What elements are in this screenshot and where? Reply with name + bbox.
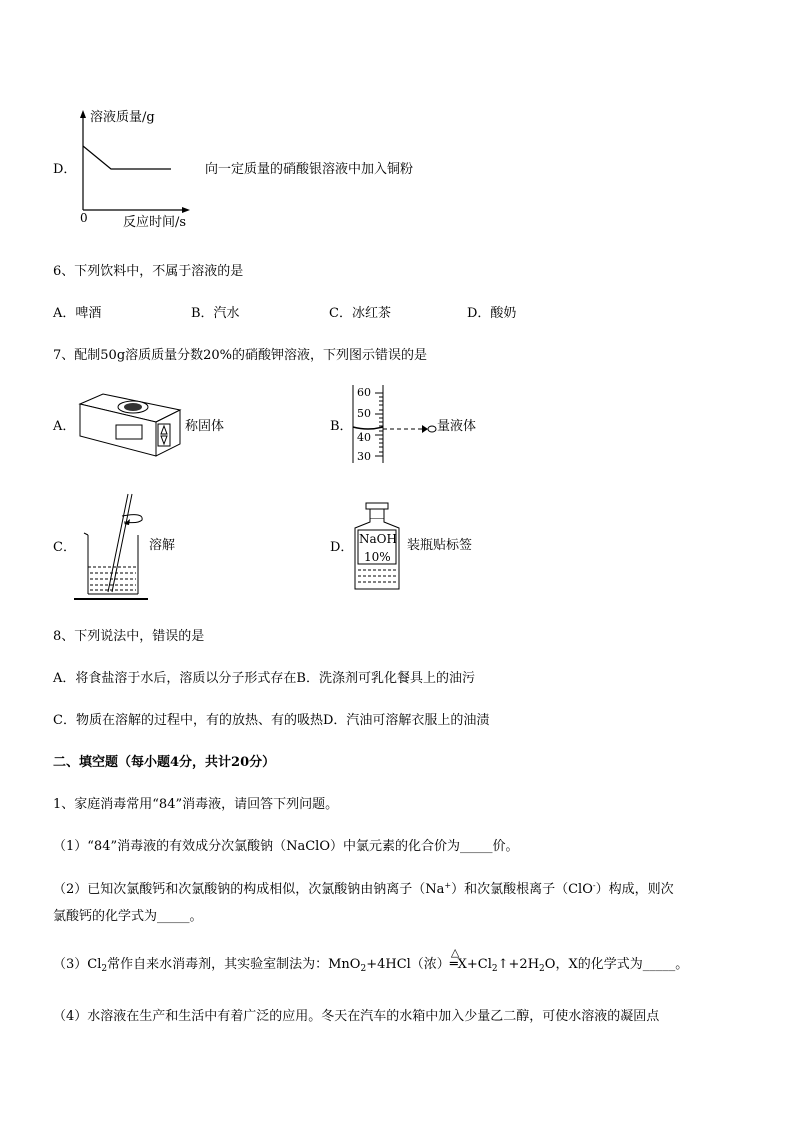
fill-q1-part2-line1: （2）已知次氯酸钙和次氯酸钠的构成相似，次氯酸钠由钠离子（Na+）和次氯酸根离子（ClO-）构成，则次 xyxy=(53,881,674,897)
q7-option-c-caption: 溶解 xyxy=(149,538,176,553)
question-7-stem: 7、配制50g溶质质量分数20%的硝酸钾溶液，下列图示错误的是 xyxy=(53,348,428,363)
section-heading: 二、填空题（每小题4分，共计20分） xyxy=(53,755,276,770)
balance-illustration xyxy=(78,392,188,462)
question-8-stem: 8、下列说法中，错误的是 xyxy=(53,629,205,644)
q6-option-d: D．酸奶 xyxy=(467,306,517,321)
cylinder-tick-40: 40 xyxy=(357,431,371,444)
reagent-bottle xyxy=(352,500,402,592)
q7-option-b-letter: B． xyxy=(330,419,353,434)
cylinder-tick-30: 30 xyxy=(357,450,371,463)
q7-option-d-letter: D． xyxy=(330,540,354,555)
bottle-label-percent: 10% xyxy=(364,550,391,564)
bottle-label-name: NaOH xyxy=(359,532,397,546)
y-axis-label: 溶液质量/g xyxy=(90,110,155,125)
fill-q1-part1: （1）“84”消毒液的有效成分次氯酸钠（NaClO）中氯元素的化合价为_____价。 xyxy=(53,839,519,854)
fill-question-1-stem: 1、家庭消毒常用“84”消毒液，请回答下列问题。 xyxy=(53,797,339,812)
cylinder-tick-60: 60 xyxy=(357,386,371,399)
q8-options-row1: A．将食盐溶于水后，溶质以分子形式存在B．洗涤剂可乳化餐具上的油污 xyxy=(53,671,475,686)
q7-option-b-caption: 量液体 xyxy=(437,419,477,434)
mass-time-graph xyxy=(78,108,198,228)
graph-caption: 向一定质量的硝酸银溶液中加入铜粉 xyxy=(205,162,414,177)
x-axis-label: 反应时间/s xyxy=(123,215,187,230)
fill-q1-part4: （4）水溶液在生产和生活中有着广泛的应用。冬天在汽车的水箱中加入少量乙二醇，可使水溶液的凝固点 xyxy=(53,1009,660,1024)
q6-option-c: C．冰红茶 xyxy=(329,306,391,321)
q7-option-a-letter: A． xyxy=(53,419,76,434)
fill-q1-part2-line2: 氯酸钙的化学式为_____。 xyxy=(53,909,203,924)
q6-option-a: A．啤酒 xyxy=(53,306,102,321)
fill-q1-part3: $(3)Cl_2$常作自来水消毒剂，其实验室制法为：MnO$_2$+4HCl（浓） △ $═X+Cl_2↑+2H_2O$，X的化学式为_____。 xyxy=(53,946,689,974)
q7-option-d-caption: 装瓶贴标签 xyxy=(407,538,473,553)
option-letter: D． xyxy=(53,162,77,177)
cylinder-tick-50: 50 xyxy=(357,407,371,420)
q6-option-b: B．汽水 xyxy=(191,306,240,321)
question-6-stem: 6、下列饮料中，不属于溶液的是 xyxy=(53,264,244,279)
mass-curve xyxy=(83,146,171,169)
q8-options-row2: C．物质在溶解的过程中，有的放热、有的吸热D．汽油可溶解衣服上的油渍 xyxy=(53,713,490,728)
heating-equals-sign: △ ═ xyxy=(449,946,460,972)
q7-option-c-letter: C． xyxy=(53,540,76,555)
origin-label: 0 xyxy=(80,211,88,225)
q7-option-a-caption: 称固体 xyxy=(185,419,225,434)
